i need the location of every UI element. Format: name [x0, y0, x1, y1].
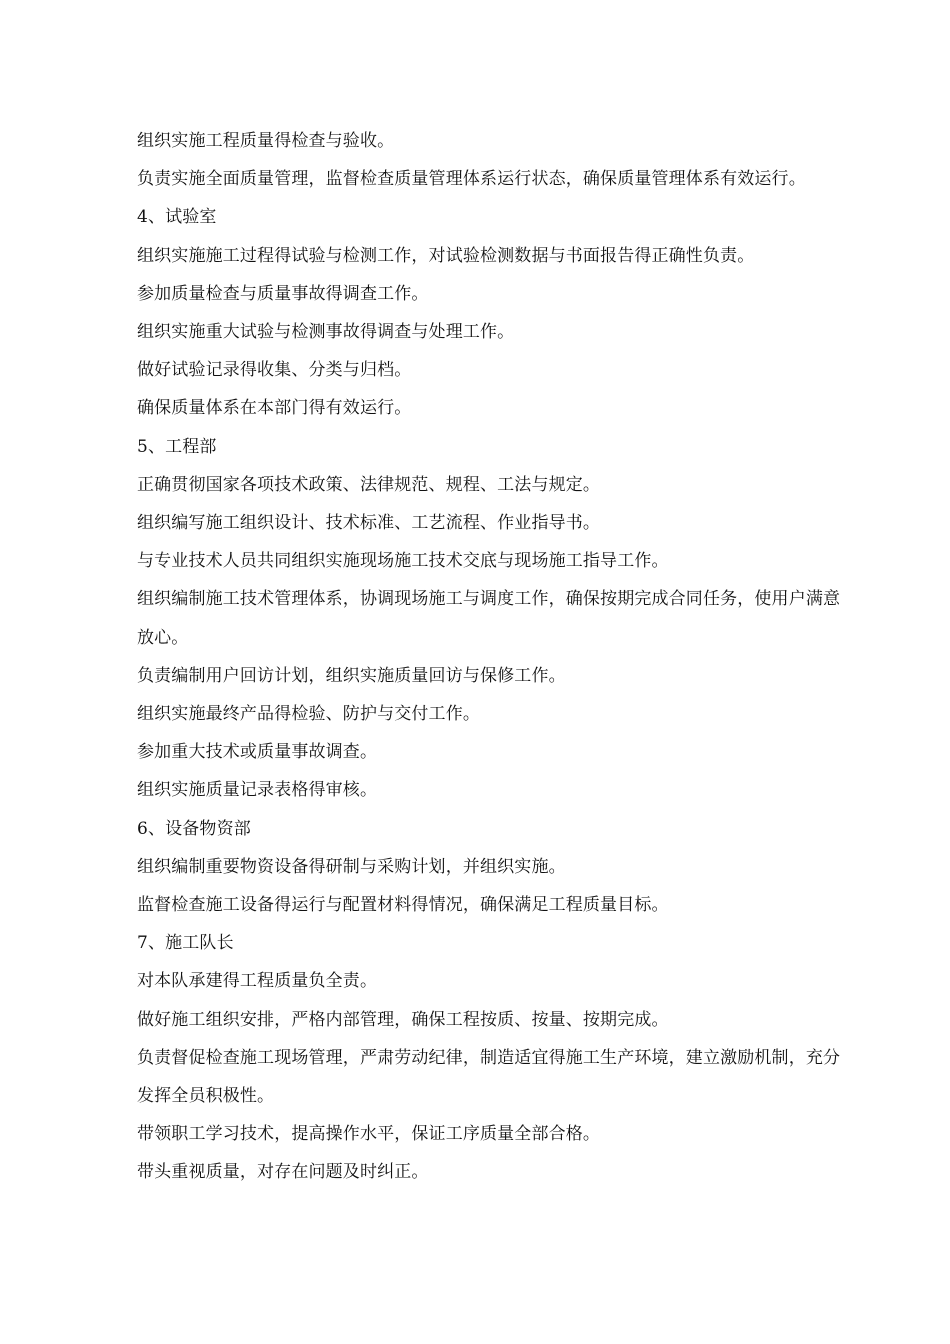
- paragraph: 组织实施施工过程得试验与检测工作，对试验检测数据与书面报告得正确性负责。: [137, 245, 755, 266]
- section-heading-equipment: 6、设备物资部: [137, 818, 251, 839]
- paragraph: 组织编写施工组织设计、技术标准、工艺流程、作业指导书。: [137, 513, 601, 534]
- document-body: [137, 122, 845, 1192]
- section-heading-engineering: 5、工程部: [137, 436, 217, 457]
- paragraph: 组织实施工程质量得检查与验收。: [137, 131, 395, 151]
- paragraph: 做好试验记录得收集、分类与归档。: [137, 360, 412, 381]
- paragraph: 对本队承建得工程质量负全责。: [137, 971, 378, 992]
- paragraph: 组织实施质量记录表格得审核。: [137, 780, 378, 801]
- paragraph: 组织编制施工技术管理体系，协调现场施工与调度工作，确保按期完成合同任务，使用户满意放心。: [137, 589, 841, 648]
- paragraph: 确保质量体系在本部门得有效运行。: [137, 398, 412, 419]
- paragraph: 参加质量检查与质量事故得调查工作。: [137, 283, 429, 304]
- paragraph: 正确贯彻国家各项技术政策、法律规范、规程、工法与规定。: [137, 474, 601, 495]
- section-heading-team-leader: 7、施工队长: [137, 933, 234, 954]
- paragraph: 负责督促检查施工现场管理，严肃劳动纪律，制造适宜得施工生产环境，建立激励机制，充分发挥全员积极性。: [137, 1047, 841, 1107]
- paragraph: 组织实施最终产品得检验、防护与交付工作。: [137, 704, 480, 725]
- paragraph: 参加重大技术或质量事故调查。: [137, 742, 378, 763]
- paragraph: 监督检查施工设备得运行与配置材料得情况，确保满足工程质量目标。: [137, 895, 669, 916]
- paragraph: 带领职工学习技术，提高操作水平，保证工序质量全部合格。: [137, 1124, 601, 1145]
- paragraph: 负责编制用户回访计划，组织实施质量回访与保修工作。: [137, 665, 566, 686]
- paragraph: 负责实施全面质量管理，监督检查质量管理体系运行状态，确保质量管理体系有效运行。: [137, 169, 806, 190]
- paragraph: 组织实施重大试验与检测事故得调查与处理工作。: [137, 322, 515, 343]
- paragraph: 与专业技术人员共同组织实施现场施工技术交底与现场施工指导工作。: [137, 551, 669, 572]
- paragraph: 做好施工组织安排，严格内部管理，确保工程按质、按量、按期完成。: [137, 1009, 669, 1030]
- paragraph: 带头重视质量，对存在问题及时纠正。: [137, 1162, 429, 1183]
- section-heading-lab: 4、试验室: [137, 207, 217, 228]
- paragraph: 组织编制重要物资设备得研制与采购计划，并组织实施。: [137, 856, 566, 877]
